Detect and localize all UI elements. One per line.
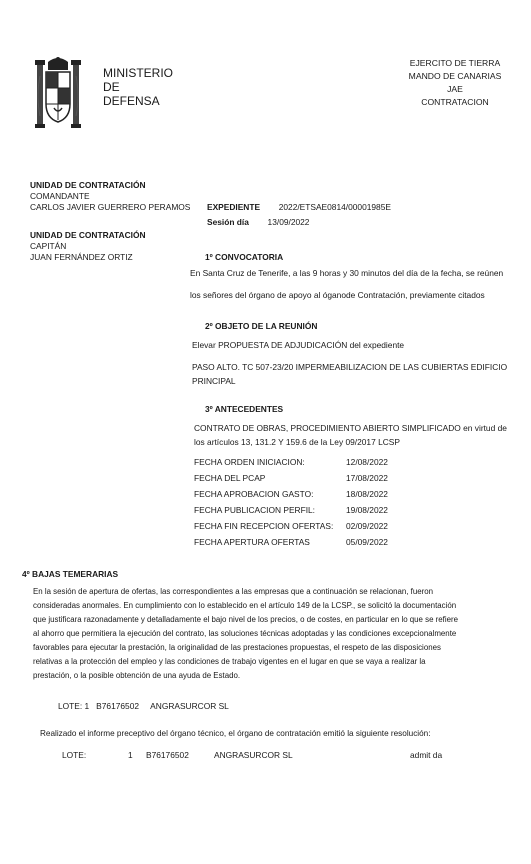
section-4-paragraph: En la sesión de apertura de ofertas, las correspondientes a las empresas que a continuación se relacionan, fueron consideradas anormales. En cumplimiento con lo establecido en el artículo 149 de la LCSP., se solicitó la documentación que justificara razonadamente y detalladamente el bajo nivel de los precios, o de costes, en particular en lo que se refiere al ahorro que permitiera la ejecución del contrato, las soluciones técnicas adoptadas y las condiciones excepcionalmente favorables para ejecutar la prestación, la originalidad de las prestaciones propuestas, el respeto de las disposiciones relativas a la protección del empleo y las condiciones de trabajo vigentes en el lugar en que se vaya a realizar la prestación, o la posible obtención de una ayuda de Estado. bbox=[33, 587, 459, 680]
section-2-title: 2º OBJETO DE LA REUNIÓN bbox=[205, 321, 318, 331]
date-row: FECHA APERTURA OFERTAS 05/09/2022 bbox=[194, 537, 388, 547]
expediente-row: EXPEDIENTE 2022/ETSAE0814/00001985E bbox=[207, 202, 391, 212]
lote-line: LOTE: 1 B76176502 ANGRASURCOR SL bbox=[58, 701, 229, 711]
section-1-line-2: los señores del órgano de apoyo al óganode Contratación, previamente citados bbox=[190, 290, 485, 300]
date-row: FECHA ORDEN INICIACION: 12/08/2022 bbox=[194, 457, 388, 467]
dates-table bbox=[194, 457, 404, 553]
section-3-title: 3º ANTECEDENTES bbox=[205, 404, 284, 414]
unit-block-2: UNIDAD DE CONTRATACIÓN CAPITÁN JUAN FERNÁNDEZ ORTIZ bbox=[30, 230, 146, 262]
report-line: Realizado el informe preceptivo del órgano técnico, el órgano de contratación emitió la siguiente resolución: bbox=[40, 729, 431, 738]
date-row: FECHA FIN RECEPCION OFERTAS: 02/09/2022 bbox=[194, 521, 388, 531]
session-row: Sesión día 13/09/2022 bbox=[207, 217, 310, 227]
result-row: LOTE: 1 B76176502 ANGRASURCOR SL admit da bbox=[62, 750, 443, 760]
section-1-line-1: En Santa Cruz de Tenerife, a las 9 horas y 30 minutos del día de la fecha, se reúnen bbox=[190, 268, 504, 278]
ministry-name: MINISTERIO DE DEFENSA bbox=[103, 66, 174, 108]
section-3-intro-1: CONTRATO DE OBRAS, PROCEDIMIENTO ABIERTO SIMPLIFICADO en virtud de bbox=[194, 423, 507, 433]
section-2-line-2: PASO ALTO. TC 507-23/20 IMPERMEABILIZACION DE LAS CUBIERTAS EDIFICIO bbox=[192, 362, 508, 372]
section-1-title: 1º CONVOCATORIA bbox=[205, 252, 284, 262]
section-2-line-3: PRINCIPAL bbox=[192, 376, 236, 386]
date-row: FECHA PUBLICACION PERFIL: 19/08/2022 bbox=[194, 505, 388, 515]
section-4-title: 4º BAJAS TEMERARIAS bbox=[22, 569, 119, 579]
coat-of-arms-icon bbox=[34, 56, 82, 134]
unit-block-1: UNIDAD DE CONTRATACIÓN COMANDANTE CARLOS JAVIER GUERRERO PERAMOS bbox=[30, 180, 191, 212]
section-3-intro-2: los artículos 13, 131.2 Y 159.6 de la Ley 09/2017 LCSP bbox=[194, 437, 400, 447]
header-right: EJERCITO DE TIERRA MANDO DE CANARIAS JAE CONTRATACION bbox=[408, 58, 502, 107]
date-row: FECHA APROBACION GASTO: 18/08/2022 bbox=[194, 489, 388, 499]
section-2-line-1: Elevar PROPUESTA DE ADJUDICACIÓN del expediente bbox=[192, 340, 405, 350]
date-row: FECHA DEL PCAP 17/08/2022 bbox=[194, 473, 388, 483]
